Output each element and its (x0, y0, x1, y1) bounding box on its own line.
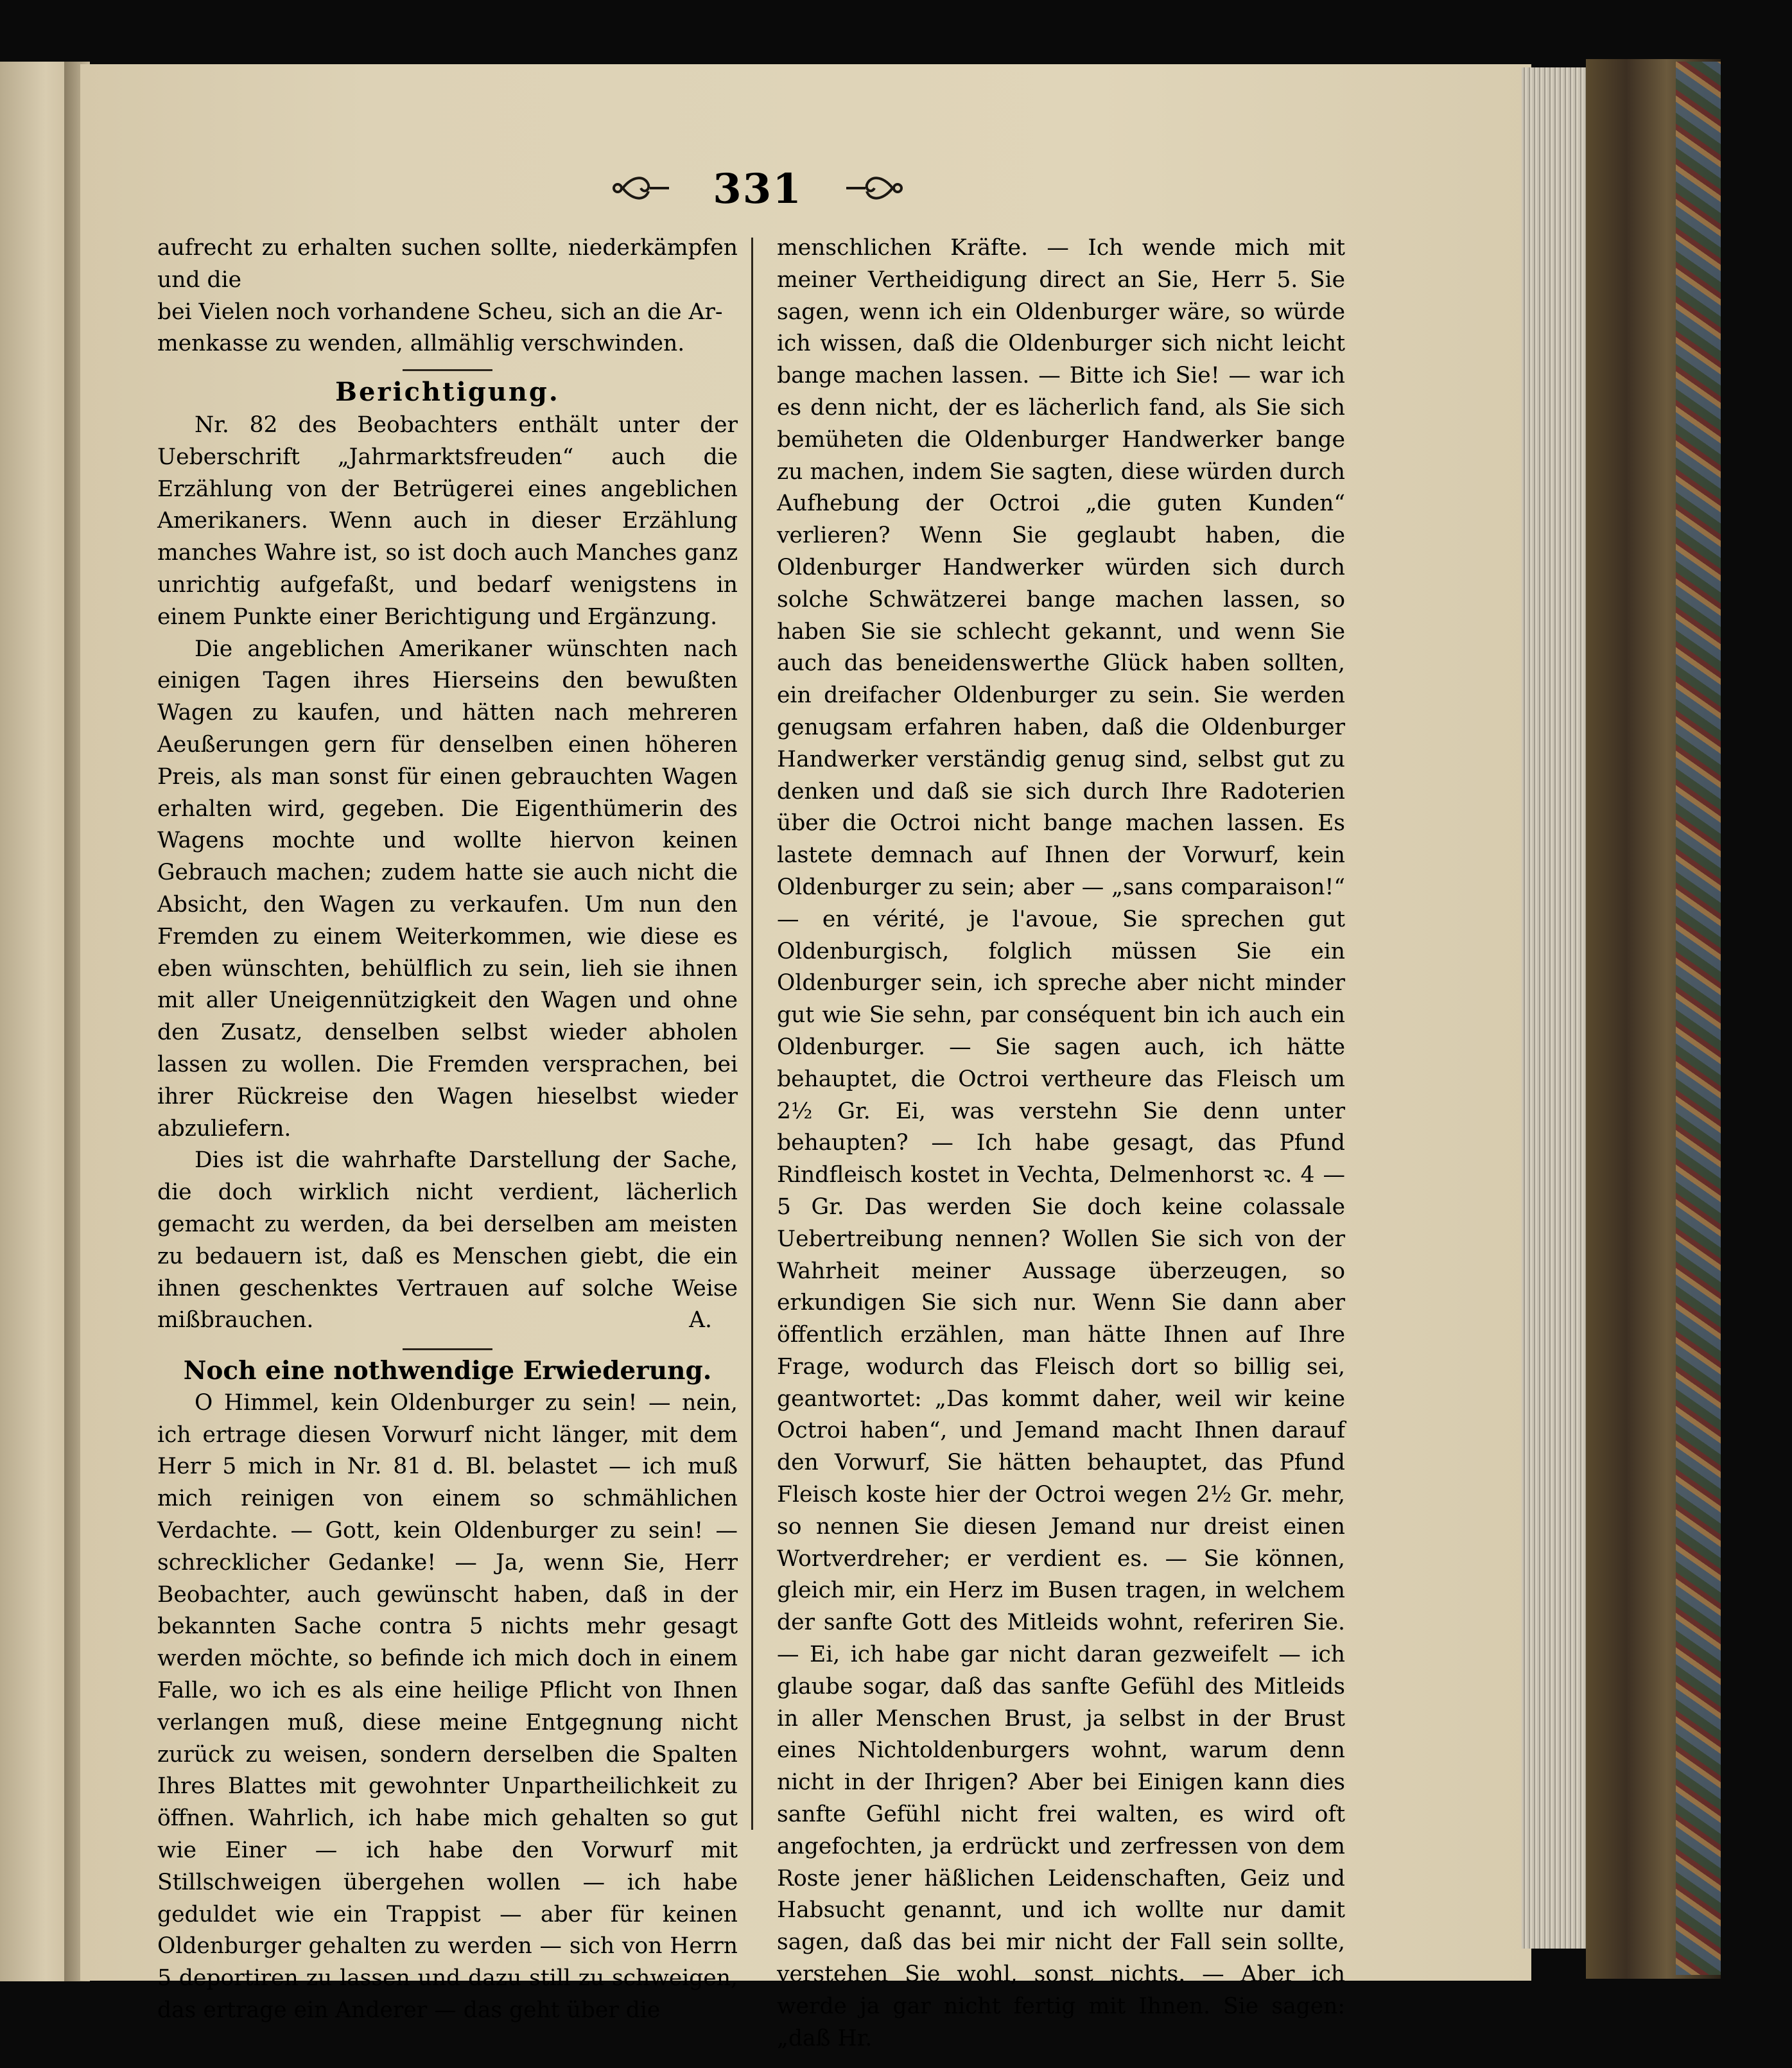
right-column (777, 232, 1345, 2055)
ornament-left-icon (610, 175, 671, 201)
column-rule (751, 238, 753, 1830)
heading-berichtigung: Berichtigung. (335, 377, 560, 408)
heading-erwiederung: Noch eine nothwendige Erwiederung. (183, 1356, 712, 1386)
page-number: 331 (713, 165, 803, 213)
paragraph-3-text: Dies ist die wahrhafte Darstellung der Sache, die doch wirklich nicht verdient, lächerlich gemacht zu werden, da bei derselben am meisten zu bedauern ist, daß es Menschen giebt, die ein ihnen geschenktes Vertrauen auf solche Weise mißbrauchen. (157, 1147, 738, 1334)
marbled-cover (1676, 62, 1721, 1975)
intro-line-2: bei Vielen noch vorhandene Scheu, sich an die Ar- (157, 299, 723, 325)
paragraph-3 (157, 1145, 738, 1337)
intro-line-3: menkasse zu wenden, allmählig verschwinden. (157, 331, 685, 357)
right-column-text: menschlichen Kräfte. — Ich wende mich mit meiner Vertheidigung direct an Sie, Herr 5. Sie sagen, wenn ich ein Oldenburger wäre, so würde ich wissen, daß die Oldenburger sich nicht leicht bange machen lassen. — Bitte ich Sie! — war ich es denn nicht, der es lächerlich fand, als Sie sich bemüheten die Oldenburger Handwerker bange zu machen, indem Sie sagten, diese würden durch Aufhebung der Octroi „die guten Kunden“ verlieren? Wenn Sie geglaubt haben, die Oldenburger Handwerker würden sich durch solche Schwätzerei bange machen lassen, so haben Sie sie schlecht gekannt, und wenn Sie auch das beneidenswerthe Glück haben sollten, ein dreifacher Oldenburger zu sein. Sie werden genugsam erfahren haben, daß die Oldenburger Handwerker verständig genug sind, selbst gut zu denken und daß sie sich durch Ihre Radoterien über die Octroi nicht bange machen lassen. Es lastete demnach auf Ihnen der Vorwurf, kein Oldenburger zu sein; aber — „sans comparaison!“ — en vérité, je l'avoue, Sie sprechen gut Oldenburgisch, folglich müssen Sie ein Oldenburger sein, ich spreche aber nicht minder gut wie Sie sehn, par conséquent bin ich auch ein Oldenburger. — Sie sagen auch, ich hätte behauptet, die Octroi vertheure das Fleisch um 2½ Gr. Ei, was verstehn Sie denn unter behaupten? — Ich habe gesagt, das Pfund Rindfleisch kostet in Vechta, Delmenhorst ꝛc. 4 — 5 Gr. Das werden Sie doch keine colassale Uebertreibung nennen? Wollen Sie sich von der Wahrheit meiner Aussage überzeugen, so erkundigen Sie sich nur. Wenn Sie dann aber öffentlich erzählen, man hätte Ihnen auf Ihre Frage, wodurch das Fleisch dort so billig sei, geantwortet: „Das kommt daher, weil wir keine Octroi haben“, und Jemand macht Ihnen darauf den Vorwurf, Sie hätten behauptet, das Pfund Fleisch koste hier der Octroi wegen 2½ Gr. mehr, so nennen Sie diesen Jemand nur dreist einen Wortverdreher; er verdient es. — Sie können, gleich mir, ein Herz im Busen tragen, in welchem der sanfte Gott des Mitleids wohnt, referiren Sie. — Ei, ich habe gar nicht daran gezweifelt — ich glaube sogar, daß das sanfte Gefühl des Mitleids in aller Menschen Brust, ja selbst in der Brust eines Nichtoldenburgers wohnt, warum denn nicht in der Ihrigen? Aber bei Einigen kann dies sanfte Gefühl nicht frei walten, es wird oft angefochten, ja erdrückt und zerfressen von dem Roste jener häßlichen Leidenschaften, Geiz und Habsucht genannt, und ich wollte nur damit sagen, daß das bei mir nicht der Fall sein sollte, verstehen Sie wohl, sonst nichts. — Aber ich werde ja gar nicht fertig mit Ihnen. Sie sagen: „daß Hr. (777, 235, 1345, 2051)
page-header (610, 164, 905, 215)
paragraph-2: Die angeblichen Amerikaner wünschten nach einigen Tagen ihres Hierseins den bewußten Wagen zu kaufen, und hätten nach mehreren Aeußerungen gern für denselben einen höheren Preis, als man sonst für einen gebrauchten Wagen erhalten wird, gegeben. Die Eigenthümerin des Wagens mochte und wollte hiervon keinen Gebrauch machen; zudem hatte sie auch nicht die Absicht, den Wagen zu verkaufen. Um nun den Fremden zu einem Weiterkommen, wie diese es eben wünschten, behülflich zu sein, lieh sie ihnen mit aller Uneigennützigkeit den Wagen und ohne den Zusatz, denselben selbst wieder abholen lassen zu wollen. Die Fremden versprachen, bei ihrer Rückreise den Wagen hieselbst wieder abzuliefern. (157, 636, 738, 1142)
ornament-right-icon (844, 175, 905, 201)
section-divider (403, 369, 492, 371)
page-block-edge (1522, 67, 1596, 1949)
section-divider-2 (403, 1348, 492, 1350)
left-column (157, 232, 738, 2027)
paragraph-1: Nr. 82 des Beobachters enthält unter der Ueberschrift „Jahrmarktsfreuden“ auch die Erzählung von der Betrügerei eines angeblichen Amerikaners. Wenn auch in dieser Erzählung manches Wahre ist, so ist doch auch Manches ganz unrichtig aufgefaßt, und bedarf wenigstens in einem Punkte einer Berichtigung und Ergänzung. (157, 412, 738, 630)
intro-line-1: aufrecht zu erhalten suchen sollte, niederkämpfen und die (157, 235, 738, 293)
paragraph-4: O Himmel, kein Oldenburger zu sein! — nein, ich ertrage diesen Vorwurf nicht länger, mit dem Herr 5 mich in Nr. 81 d. Bl. belastet — ich muß mich reinigen von einem so schmählichen Verdachte. — Gott, kein Oldenburger zu sein! — schrecklicher Gedanke! — Ja, wenn Sie, Herr Beobachter, auch gewünscht haben, daß in der bekannten Sache contra 5 nichts mehr gesagt werden möchte, so befinde ich mich doch in einem Falle, wo ich es als eine heilige Pflicht von Ihnen verlangen muß, diese meine Entgegnung nicht zurück zu weisen, sondern derselben die Spalten Ihres Blattes mit gewohnter Unpartheilichkeit zu öffnen. Wahrlich, ich habe mich gehalten so gut wie Einer — ich habe den Vorwurf mit Stillschweigen übergehen wollen — ich habe geduldet wie ein Trappist — aber für keinen Oldenburger gehalten zu werden — sich von Herrn 5 deportiren zu lassen und dazu still zu schweigen, das ertrage ein Anderer — das geht über die (157, 1389, 738, 2024)
signature: A. (689, 1307, 712, 1334)
